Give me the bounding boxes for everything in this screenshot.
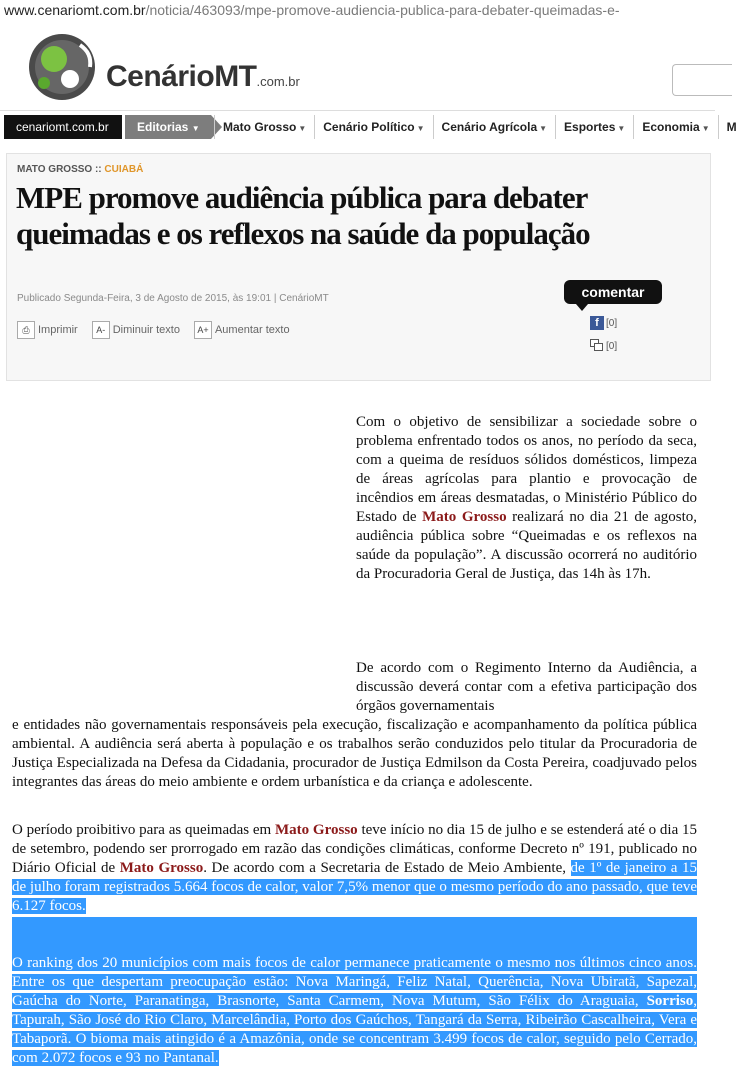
decrease-label: Diminuir texto: [112, 324, 180, 336]
nav-item-more[interactable]: [718, 115, 745, 139]
kicker-section[interactable]: MATO GROSSO ::: [17, 164, 102, 175]
keyword-link[interactable]: Mato Grosso: [422, 509, 507, 525]
chevron-down-icon: ▼: [617, 124, 626, 133]
article-header: [6, 153, 711, 381]
facebook-share[interactable]: [590, 316, 617, 330]
article-paragraph-2-rest: e entidades não governamentais responsáveis pela execução, fiscalização e acompanhamento da política pública ambiental. A audiência será aberta à população e os trabalhos serão conduzidos pelo titular da Procuradoria de Justiça Especializada na Defesa da Cidadania, procurador de Justiça Edmilson da Costa Pereira, coadjuvado pelos integrantes das áreas do meio ambiente e ordem urbanística e da criança e adolescente.: [12, 717, 697, 790]
paragraph-text: teve início no dia 15 de julho e se estenderá até o dia 15 de setembro, podendo ser prorrogado em razão das condições climáticas, conforme Decreto nº 191, publicado no Diário Oficial de: [12, 822, 697, 876]
selected-text: , Tapurah, São José do Rio Claro, Marcelândia, Porto dos Gaúchos, Tangará da Serra, Ribeirão Cascalheira, Vera e Tabaporã. O bioma mais atingido é a Amazônia, onde se concentram 3.499 focos de calor, seguido pelo Cerrado, com 2.072 focos e 93 no Pantanal.: [12, 993, 697, 1066]
kicker-city[interactable]: CUIABÁ: [104, 164, 144, 175]
facebook-icon: f: [590, 316, 604, 330]
chevron-down-icon: ▼: [539, 124, 548, 133]
selection-gap: [12, 917, 697, 955]
keyword-link[interactable]: Mato Grosso: [275, 822, 358, 838]
article-paragraph-1: [356, 413, 697, 584]
printer-icon: ⎙: [17, 321, 35, 339]
nav-item-mato-grosso[interactable]: [214, 115, 314, 139]
logo-name: CenárioMT: [106, 60, 257, 93]
search-input[interactable]: [672, 64, 732, 96]
article-paragraph-3: [12, 821, 697, 916]
decrease-text-button[interactable]: [92, 321, 180, 339]
nav-item-cenario-agricola[interactable]: [433, 115, 556, 139]
selected-text: O ranking dos 20 municípios com mais focos de calor permanece praticamente o mesmo nos últimos cinco anos. Entre os que despertam preocupação estão: Nova Maringá, Feliz Natal, Querência, Nova Ubiratã, Sapezal, Gaúcha do Norte, Paranatinga, Brasnorte, Santa Carmem, Nova Mutum, São Félix do Araguaia,: [12, 955, 697, 1009]
url-path: /noticia/463093/mpe-promove-audiencia-publica-para-debater-queimadas-e-: [145, 2, 620, 18]
increase-text-button[interactable]: [194, 321, 290, 339]
print-button[interactable]: [17, 321, 78, 339]
comment-button[interactable]: comentar: [564, 280, 662, 304]
nav-item-label: Mato Grosso: [223, 120, 297, 134]
nav-item-label: Cenário Político: [323, 120, 415, 134]
keyword-link[interactable]: Sorriso: [646, 993, 694, 1009]
paragraph-text: realizará no dia 21 de agosto, audiência pública sobre “Queimadas e os reflexos na saúde da população”. A discussão ocorrerá no auditório da Procuradoria Geral de Justiça, das 14h às 17h.: [356, 509, 698, 582]
publication-info: Publicado Segunda-Feira, 3 de Agosto de 2015, às 19:01 | CenárioMT: [17, 293, 329, 304]
nav-editorias-button[interactable]: Editorias ▼: [125, 115, 211, 139]
article-tools: [17, 321, 290, 339]
address-bar[interactable]: [0, 0, 715, 22]
cenario-logo-icon[interactable]: [22, 31, 100, 103]
article-paragraph-4: [12, 954, 697, 1068]
nav-editorias-label: Editorias: [137, 120, 189, 134]
nav-item-esportes[interactable]: [555, 115, 633, 139]
main-nav: [0, 110, 737, 140]
nav-items: [214, 115, 745, 139]
nav-item-label: Esportes: [564, 120, 616, 134]
nav-item-label: Economia: [642, 120, 700, 134]
paragraph-text: Com o objetivo de sensibilizar a sociedade sobre o problema enfrentado todos os anos, no período da seca, com a queima de resíduos sólidos domésticos, limpeza de áreas agrícolas para plantio e provocação de incêndios em áreas desmatadas, o Ministério Público do Estado de: [356, 414, 697, 525]
comments-count: [0]: [606, 340, 618, 352]
logo-domain: .com.br: [256, 74, 300, 89]
increase-label: Aumentar texto: [214, 324, 290, 336]
print-label: Imprimir: [38, 324, 78, 336]
comments-icon: [590, 339, 604, 353]
keyword-link[interactable]: Mato Grosso: [119, 860, 204, 876]
site-logo[interactable]: [106, 60, 300, 94]
chevron-down-icon: ▼: [416, 124, 425, 133]
text-decrease-icon: A-: [92, 321, 110, 339]
paragraph-text: O período proibitivo para as queimadas em: [12, 822, 272, 838]
chevron-down-icon: ▼: [701, 124, 710, 133]
text-increase-icon: A+: [194, 321, 212, 339]
article-paragraph-2-start: De acordo com o Regimento Interno da Audiência, a discussão deverá contar com a efetiva participação dos órgãos governamentais: [356, 660, 697, 714]
site-header: [0, 22, 715, 110]
nav-item-cenario-politico[interactable]: [314, 115, 432, 139]
facebook-count: [0]: [606, 317, 618, 329]
nav-home-link[interactable]: cenariomt.com.br: [4, 115, 122, 139]
paragraph-text: . De acordo com a Secretaria de Estado de Meio Ambiente,: [203, 860, 566, 876]
nav-item-label: Cenário Agrícola: [441, 120, 538, 134]
article-headline: MPE promove audiência pública para debater queimadas e os reflexos na saúde da população: [16, 180, 590, 251]
chevron-down-icon: ▼: [298, 124, 307, 133]
nav-item-label: M: [726, 120, 737, 134]
comments-link[interactable]: [590, 339, 617, 353]
nav-item-economia[interactable]: [633, 115, 717, 139]
selected-text: de 1º de janeiro a 15 de julho foram registrados 5.664 focos de calor, valor 7,5% menor que o mesmo período do ano passado, que teve 6.127 focos.: [12, 860, 698, 914]
article-kicker: [17, 164, 143, 175]
url-host: www.cenariomt.com.br: [4, 2, 146, 18]
